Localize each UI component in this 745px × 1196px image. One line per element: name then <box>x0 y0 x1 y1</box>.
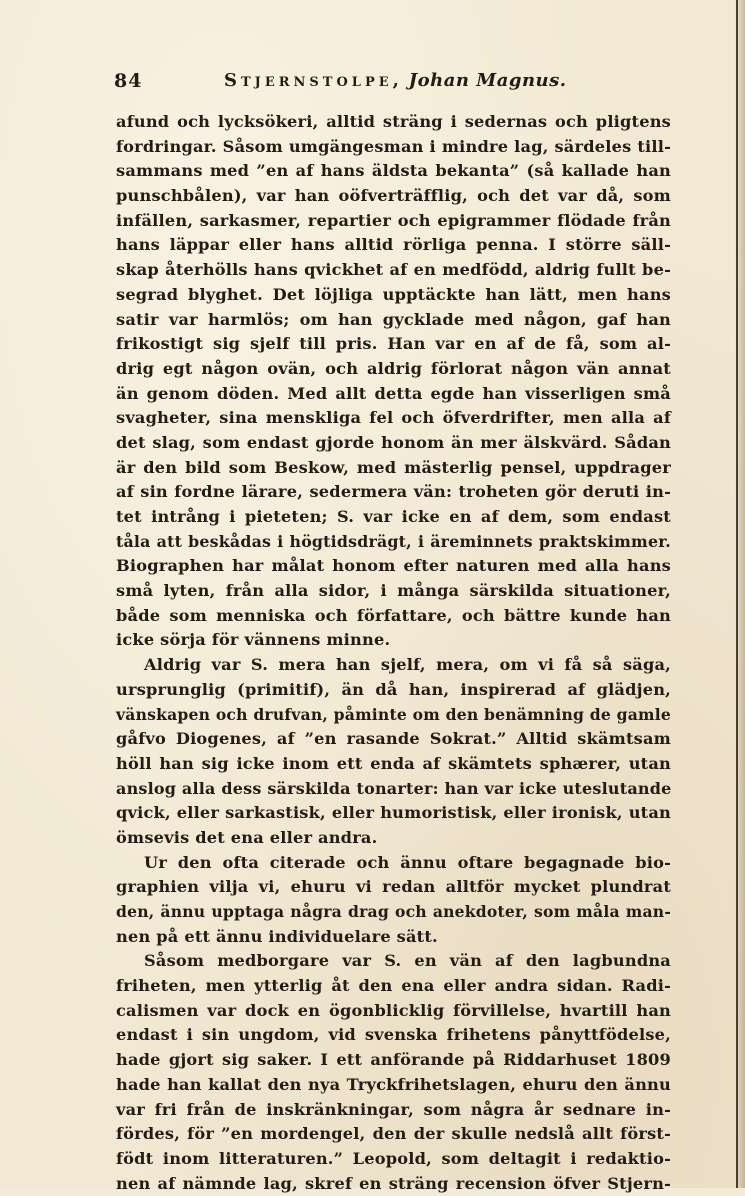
text-line: drig egt någon ovän, och aldrig förlorat någon vän annat <box>116 358 671 378</box>
paragraph-start-line: Aldrig var S. mera han sjelf, mera, om vi få så säga, <box>144 655 671 675</box>
text-line: anslog alla dess särskilda tonarter: han var icke uteslutande <box>116 778 672 798</box>
text-line: graphien vilja vi, ehuru vi redan alltför mycket plundrat <box>116 877 671 897</box>
text-line: det slag, som endast gjorde honom än mer älskvärd. Sådan <box>116 432 671 452</box>
paragraph-end-line: nen på ett ännu individuelare sätt. <box>116 926 438 946</box>
text-line: hade han kallat den nya Tryckfrihetslagen, ehuru den ännu <box>116 1074 671 1094</box>
text-line: än genom döden. Med allt detta egde han visserligen små <box>116 383 671 403</box>
text-line: satir var harmlös; om han gycklade med någon, gaf han <box>116 309 671 329</box>
text-line: den, ännu upptaga några drag och anekdoter, som måla man- <box>116 902 671 921</box>
text-line: endast i sin ungdom, vid svenska frihetens pånyttfödelse, <box>116 1025 671 1045</box>
text-line: höll han sig icke inom ett enda af skämtets sphærer, utan <box>116 753 671 773</box>
text-line: qvick, eller sarkastisk, eller humoristisk, eller ironisk, utan <box>116 803 671 823</box>
text-line: fördes, för ”en mordengel, den der skulle nedslå allt först- <box>116 1124 671 1144</box>
text-line: Biographen har målat honom efter naturen med alla hans <box>116 556 671 576</box>
text-line: nen af nämnde lag, skref en sträng recension öfver Stjern- <box>116 1173 671 1193</box>
running-head <box>224 70 567 91</box>
paragraph-end-line: ömsevis det ena eller andra. <box>116 827 378 847</box>
text-line: fordringar. Såsom umgängesman i mindre lag, särdeles till- <box>116 136 671 156</box>
text-line: calismen var dock en ögonblicklig förvillelse, hvartill han <box>116 1000 671 1020</box>
page-edge-line <box>736 0 738 1188</box>
text-line: frikostigt sig sjelf till pris. Han var en af de få, som al- <box>116 334 671 354</box>
text-line: födt inom litteraturen.” Leopold, som deltagit i redaktio- <box>116 1148 671 1168</box>
text-line: både som menniska och författare, och bättre kunde han <box>116 605 671 625</box>
paragraph-start-line: Ur den ofta citerade och ännu oftare begagnade bio- <box>144 852 671 872</box>
paragraph-start-line: Såsom medborgare var S. en vän af den lagbundna <box>144 951 671 971</box>
text-line: tet intrång i pieteten; S. var icke en af dem, som endast <box>116 507 671 526</box>
page-number: 84 <box>114 70 143 92</box>
text-line: friheten, men ytterlig åt den ena eller andra sidan. Radi- <box>116 976 671 996</box>
running-head-surname: Stjernstolpe, <box>224 70 403 91</box>
text-line: infällen, sarkasmer, repartier och epigrammer flödade från <box>116 210 671 230</box>
running-head-forenames: Johan Magnus. <box>408 70 567 91</box>
text-line: afund och lycksökeri, alltid sträng i sedernas och pligtens <box>116 112 671 131</box>
text-line: tåla att beskådas i högtidsdrägt, i äreminnets praktskimmer. <box>116 531 671 551</box>
text-line: af sin fordne lärare, sedermera vän: troheten gör deruti in- <box>116 482 671 502</box>
body-text <box>116 110 671 1196</box>
text-line: gåfvo Diogenes, af ”en rasande Sokrat.” Alltid skämtsam <box>116 729 671 749</box>
text-line: hans läppar eller hans alltid rörliga penna. I större säll- <box>116 235 671 255</box>
text-line: var fri från de inskränkningar, som några år sednare in- <box>116 1099 671 1119</box>
text-line: ursprunglig (primitif), än då han, inspirerad af glädjen, <box>116 679 671 699</box>
text-line: små lyten, från alla sidor, i många särskilda situationer, <box>116 581 671 601</box>
text-line: är den bild som Beskow, med mästerlig pensel, uppdrager <box>116 457 671 477</box>
paragraph-end-line: icke sörja för vännens minne. <box>116 630 391 650</box>
text-line: sammans med ”en af hans äldsta bekanta” (så kallade han <box>116 161 671 181</box>
text-line: hade gjort sig saker. I ett anförande på Riddarhuset 1809 <box>116 1050 671 1070</box>
text-line: punschbålen), var han oöfverträfflig, och det var då, som <box>116 186 671 206</box>
text-line: svagheter, sina menskliga fel och öfverdrifter, men alla af <box>116 408 671 428</box>
text-line: vänskapen och drufvan, påminte om den benämning de gamle <box>116 704 671 724</box>
text-line: skap återhölls hans qvickhet af en medfödd, aldrig fullt be- <box>116 260 671 280</box>
text-line: segrad blyghet. Det löjliga upptäckte han lätt, men hans <box>116 284 671 304</box>
page-header <box>114 70 669 100</box>
